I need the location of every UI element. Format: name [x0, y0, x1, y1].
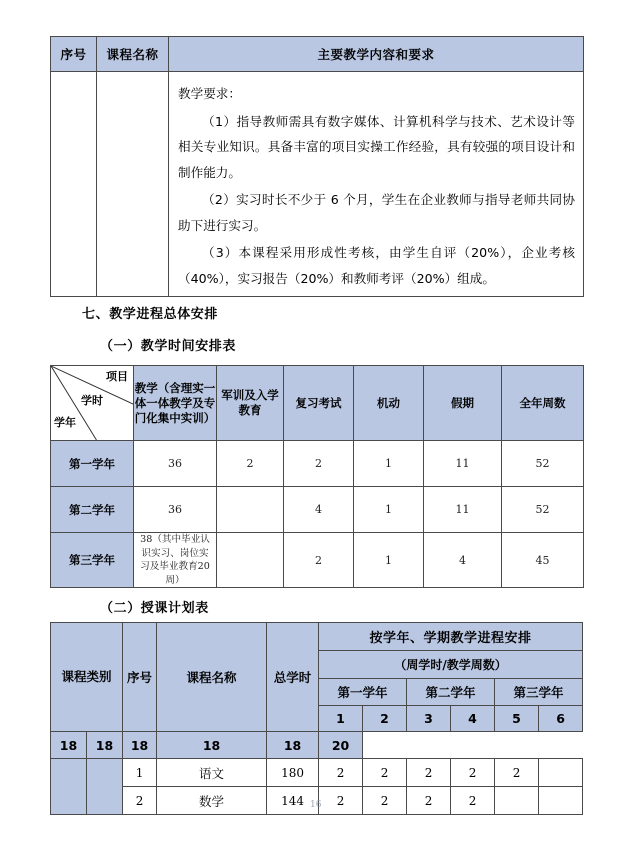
- table-row: [51, 37, 584, 72]
- corner-label-year: 学年: [54, 416, 76, 429]
- progress-group-subtitle: （周学时/教学周数）: [319, 651, 583, 679]
- year-group-2: 第二学年: [407, 679, 495, 706]
- table-row: [51, 366, 584, 441]
- column-header-course-name: 课程名称: [157, 623, 267, 732]
- corner-label-item: 项目: [106, 370, 128, 383]
- requirement-item-1: （1）指导教师需具有数字媒体、计算机科学与技术、艺术设计等相关专业知识。具备丰富的项目实操工作经验，具有较强的项目设计和制作能力。: [178, 113, 575, 180]
- cell-category-sub: [87, 759, 123, 815]
- year-group-1: 第一学年: [319, 679, 407, 706]
- progress-group-title: 按学年、学期教学进程安排: [319, 623, 583, 651]
- cell-review-y1: 2: [284, 441, 354, 487]
- cell-term1-row2: 2: [319, 787, 363, 815]
- table-row: [51, 72, 584, 297]
- term-number-1: 1: [319, 706, 363, 732]
- column-header-total-hours: 总学时: [267, 623, 319, 732]
- cell-term4-row2: 2: [451, 787, 495, 815]
- term-weeks-4: 18: [157, 732, 267, 759]
- cell-seq: [51, 72, 97, 297]
- row-header-year-3: 第三学年: [51, 533, 134, 588]
- cell-review-y2: 4: [284, 487, 354, 533]
- cell-term6-row1: [539, 759, 583, 787]
- column-header-military-training: 军训及入学教育: [217, 366, 284, 441]
- diagonal-header-cell: [51, 366, 134, 441]
- cell-seq-2: 2: [123, 787, 157, 815]
- term-number-2: 2: [363, 706, 407, 732]
- cell-flexible-y3: 1: [354, 533, 424, 588]
- column-header-course-name: 课程名称: [97, 37, 169, 72]
- cell-term3-row1: 2: [407, 759, 451, 787]
- column-header-total-weeks: 全年周数: [502, 366, 584, 441]
- cell-course-name: [97, 72, 169, 297]
- corner-label-hour: 学时: [81, 394, 103, 407]
- term-weeks-6: 20: [319, 732, 363, 759]
- column-header-content: 主要教学内容和要求: [169, 37, 584, 72]
- teaching-time-arrangement-table: [50, 365, 584, 588]
- cell-teaching-y2: 36: [134, 487, 217, 533]
- term-number-6: 6: [539, 706, 583, 732]
- cell-total-weeks-y3: 45: [502, 533, 584, 588]
- cell-term2-row1: 2: [363, 759, 407, 787]
- column-header-teaching: 教学（含理实一体一体教学及专门化集中实训）: [134, 366, 217, 441]
- cell-term2-row2: 2: [363, 787, 407, 815]
- requirement-item-3: （3）本课程采用形成性考核，由学生自评（20%），企业考核（40%），实习报告（20%）和教师考评（20%）组成。: [178, 245, 575, 286]
- cell-military-y2: [217, 487, 284, 533]
- term-number-3: 3: [407, 706, 451, 732]
- column-header-review-exam: 复习考试: [284, 366, 354, 441]
- year-group-3: 第三学年: [495, 679, 583, 706]
- subsection-heading-teaching-time: （一）教学时间安排表: [100, 339, 237, 354]
- cell-category-group: [51, 759, 87, 815]
- table-row: [51, 623, 583, 651]
- cell-total-hours-2: 144: [267, 787, 319, 815]
- cell-term3-row2: 2: [407, 787, 451, 815]
- column-header-seq: 序号: [123, 623, 157, 732]
- cell-total-weeks-y2: 52: [502, 487, 584, 533]
- cell-total-hours-1: 180: [267, 759, 319, 787]
- cell-term5-row2: [495, 787, 539, 815]
- teaching-plan-table: [50, 622, 583, 815]
- term-number-5: 5: [495, 706, 539, 732]
- cell-flexible-y1: 1: [354, 441, 424, 487]
- subsection-heading-teaching-plan: （二）授课计划表: [100, 601, 209, 616]
- term-number-4: 4: [451, 706, 495, 732]
- table-row: [51, 759, 583, 787]
- column-header-vacation: 假期: [424, 366, 502, 441]
- cell-military-y1: 2: [217, 441, 284, 487]
- row-header-year-1: 第一学年: [51, 441, 134, 487]
- section-heading-7: 七、教学进程总体安排: [82, 307, 219, 322]
- cell-term6-row2: [539, 787, 583, 815]
- requirement-item-2: （2）实习时长不少于 6 个月，学生在企业教师与指导老师共同协助下进行实习。: [178, 192, 575, 233]
- cell-term4-row1: 2: [451, 759, 495, 787]
- table-row: [51, 533, 584, 588]
- term-weeks-5: 18: [267, 732, 319, 759]
- cell-vacation-y3: 4: [424, 533, 502, 588]
- cell-military-y3: [217, 533, 284, 588]
- term-weeks-2: 18: [87, 732, 123, 759]
- row-header-year-2: 第二学年: [51, 487, 134, 533]
- table-row: [51, 487, 584, 533]
- course-requirement-table: [50, 36, 584, 297]
- cell-total-weeks-y1: 52: [502, 441, 584, 487]
- term-weeks-3: 18: [123, 732, 157, 759]
- table-row: [51, 732, 583, 759]
- column-header-flexible: 机动: [354, 366, 424, 441]
- cell-teaching-y1: 36: [134, 441, 217, 487]
- page-number: 16: [310, 800, 322, 810]
- cell-term1-row1: 2: [319, 759, 363, 787]
- cell-vacation-y2: 11: [424, 487, 502, 533]
- cell-term5-row1: 2: [495, 759, 539, 787]
- term-weeks-1: 18: [51, 732, 87, 759]
- cell-teaching-requirements: [169, 72, 584, 297]
- cell-review-y3: 2: [284, 533, 354, 588]
- cell-course-name-1: 语文: [157, 759, 267, 787]
- cell-course-name-2: 数学: [157, 787, 267, 815]
- column-header-seq: 序号: [51, 37, 97, 72]
- cell-flexible-y2: 1: [354, 487, 424, 533]
- column-header-course-category: 课程类别: [51, 623, 123, 732]
- requirement-title: 教学要求：: [178, 86, 241, 101]
- cell-teaching-y3: 38（其中毕业认识实习、岗位实习及毕业教育20周）: [134, 533, 217, 588]
- cell-vacation-y1: 11: [424, 441, 502, 487]
- cell-seq-1: 1: [123, 759, 157, 787]
- table-row: [51, 441, 584, 487]
